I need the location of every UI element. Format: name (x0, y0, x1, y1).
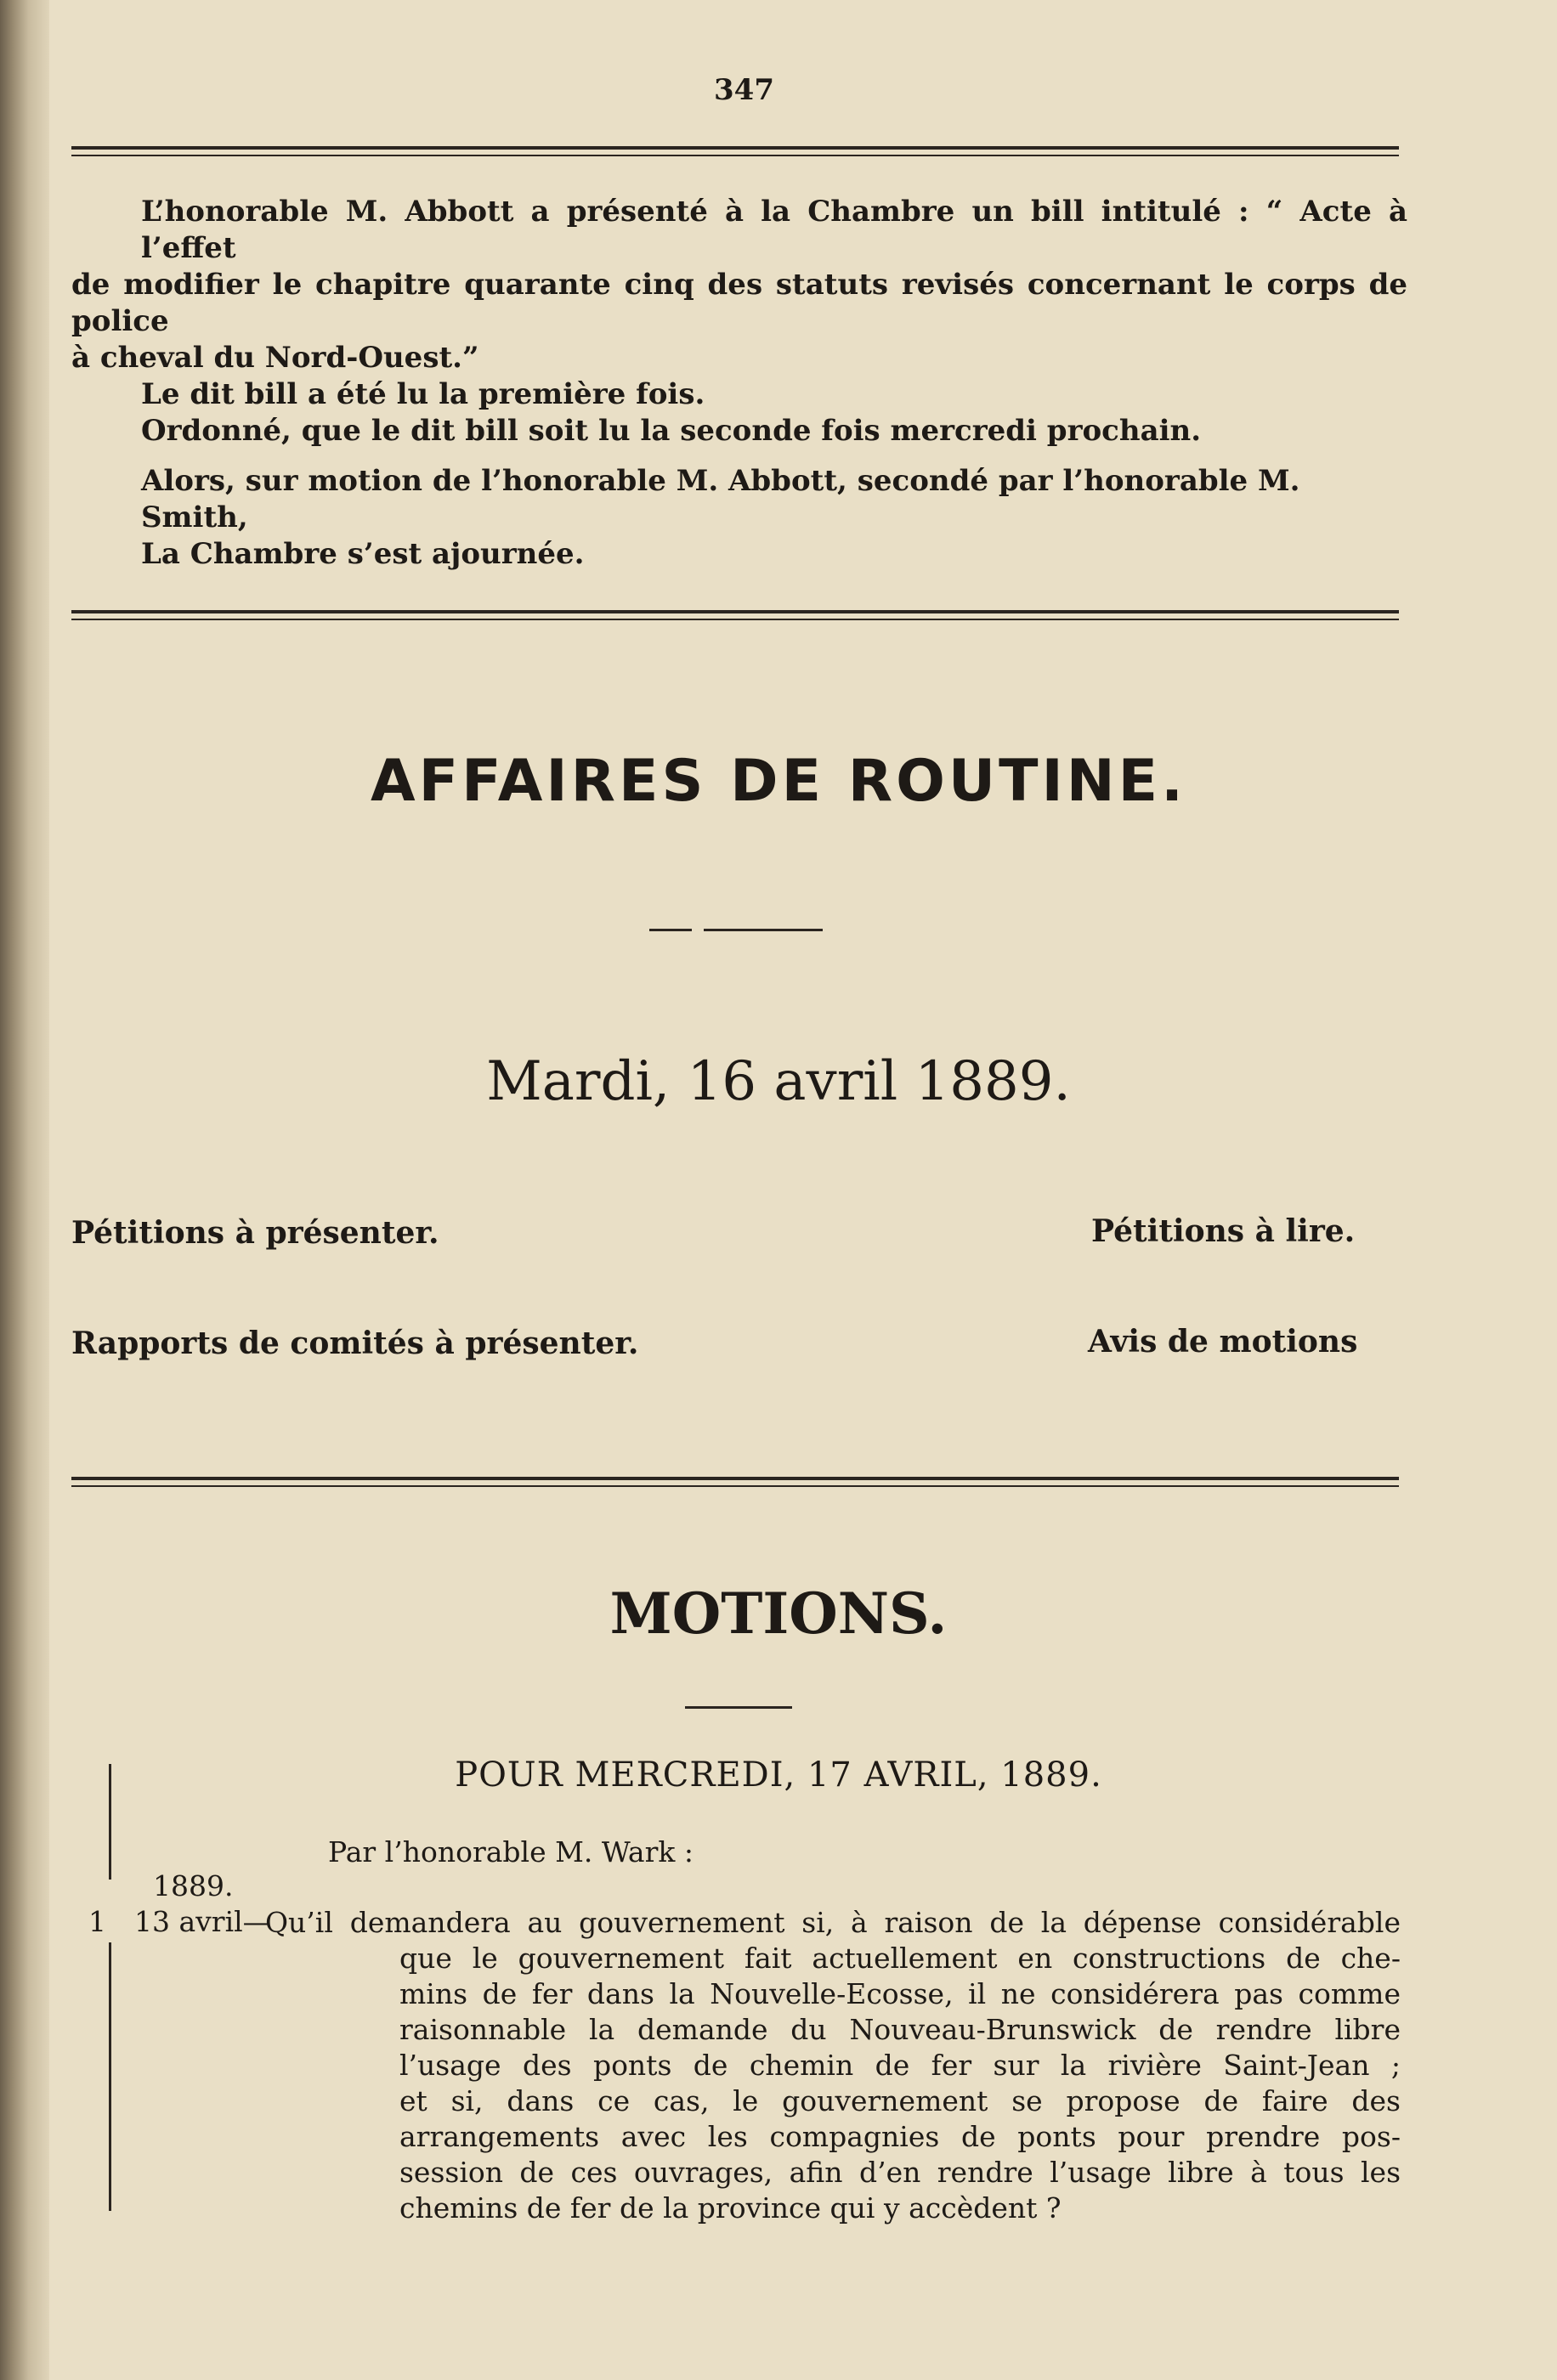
intro-section (71, 194, 1407, 573)
motion-date: 13 avril— (134, 1905, 271, 1938)
reports-present: Rapports de comités à présenter. (71, 1326, 639, 1361)
adjourned-line: La Chambre s’est ajournée. (141, 537, 585, 571)
intro-line-1: L’honorable M. Abbott a présenté à la Chambre un bill intitulé : “ Acte à l’effet (141, 195, 1407, 265)
motions-date-heading: POUR MERCREDI, 17 AVRIL, 1889. (455, 1755, 1102, 1795)
heading-dash-2 (704, 929, 823, 931)
motion-text-line: et si, dans ce cas, le gouvernement se propose de faire des (399, 2084, 1401, 2117)
first-reading: Le dit bill a été lu la première fois. (141, 377, 705, 411)
section-rule-2 (71, 1477, 1399, 1487)
motion-text-line: session de ces ouvrages, afin d’en rendre l’usage libre à tous les (399, 2156, 1401, 2189)
second-reading: Ordonné, que le dit bill soit lu la seconde fois mercredi prochain. (141, 414, 1202, 448)
session-date: Mardi, 16 avril 1889. (486, 1050, 1071, 1113)
heading-dash-1 (649, 929, 692, 931)
adjourn-motion: Alors, sur motion de l’honorable M. Abbott, secondé par l’honorable M. Smith, (141, 464, 1300, 534)
motion-text-line: mins de fer dans la Nouvelle-Ecosse, il ne considérera pas comme (399, 1977, 1401, 2010)
motion-text-line: l’usage des ponts de chemin de fer sur la rivière Saint-Jean ; (399, 2049, 1401, 2082)
intro-line-3: à cheval du Nord-Ouest.” (71, 341, 479, 375)
routine-heading: AFFAIRES DE ROUTINE. (371, 748, 1186, 815)
margin-bar-lower (109, 1942, 111, 2211)
intro-line-2: de modifier le chapitre quarante cinq des statuts revisés concernant le corps de police (71, 268, 1407, 338)
page-number: 347 (714, 73, 774, 107)
motion-text-line: chemins de fer de la province qui y accèdent ? (399, 2191, 1062, 2225)
petitions-read: Pétitions à lire. (1091, 1213, 1356, 1249)
section-rule-1 (71, 610, 1399, 620)
motion-number: 1 (88, 1905, 106, 1938)
motion-byline: Par l’honorable M. Wark : (328, 1835, 694, 1868)
motion-text-line: raisonnable la demande du Nouveau-Brunswick de rendre libre (399, 2013, 1401, 2046)
header-rule (71, 146, 1399, 156)
notices-motions: Avis de motions (1088, 1324, 1358, 1360)
motions-dash (685, 1706, 792, 1709)
petitions-present: Pétitions à présenter. (71, 1215, 439, 1251)
motion-text-line: Qu’il demandera au gouvernement si, à raison de la dépense considérable (265, 1906, 1401, 1939)
motion-text-line: arrangements avec les compagnies de ponts pour prendre pos- (399, 2120, 1401, 2153)
motion-year: 1889. (153, 1869, 234, 1902)
motion-text (265, 1905, 1401, 2226)
motions-heading: MOTIONS. (609, 1580, 948, 1647)
motion-text-line: que le gouvernement fait actuellement en constructions de che- (399, 1942, 1401, 1975)
